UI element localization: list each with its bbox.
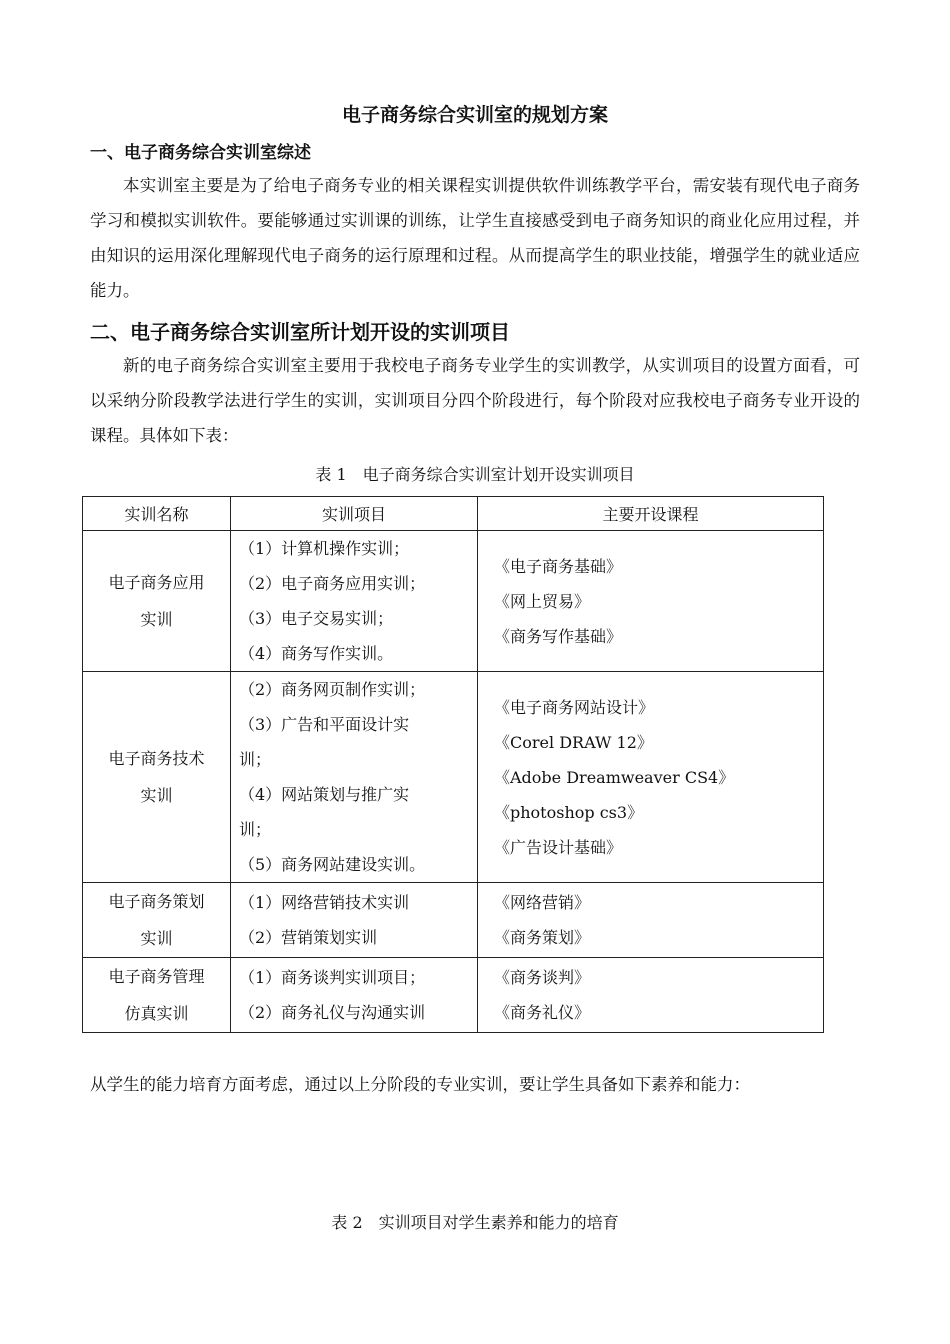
training-name-cell xyxy=(83,531,231,672)
training-item: （1）网络营销技术实训 xyxy=(239,893,410,912)
course-item: 《商务写作基础》 xyxy=(494,626,623,646)
table1-caption: 表 1 电子商务综合实训室计划开设实训项目 xyxy=(315,465,635,484)
training-name-line: 电子商务技术 xyxy=(108,749,205,768)
training-items-cell xyxy=(231,958,478,1033)
training-item: （4）商务写作实训。 xyxy=(239,644,394,663)
header-name: 实训名称 xyxy=(83,497,231,531)
training-name-line: 电子商务策划 xyxy=(108,892,205,911)
training-item: （1）计算机操作实训； xyxy=(239,539,410,558)
training-items-cell xyxy=(231,883,478,958)
training-items-cell xyxy=(231,531,478,672)
training-name-line: 实训 xyxy=(140,929,173,948)
training-item: （2）商务网页制作实训； xyxy=(239,680,426,699)
training-name-line: 实训 xyxy=(140,610,173,629)
courses-cell xyxy=(478,672,824,883)
training-name-cell xyxy=(83,672,231,883)
course-item: 《广告设计基础》 xyxy=(494,837,623,857)
training-name-cell xyxy=(83,958,231,1033)
training-item: （2）商务礼仪与沟通实训 xyxy=(239,1003,426,1022)
course-item: 《电子商务网站设计》 xyxy=(494,697,655,717)
training-item: （3）电子交易实训； xyxy=(239,609,394,628)
courses-cell xyxy=(478,883,824,958)
section1-heading: 一、电子商务综合实训室综述 xyxy=(90,143,311,163)
header-items: 实训项目 xyxy=(231,497,478,531)
table-row xyxy=(83,672,824,883)
training-item: （2）电子商务应用实训； xyxy=(239,574,426,593)
training-item: （4）网站策划与推广实 xyxy=(239,785,410,804)
training-name-line: 电子商务应用 xyxy=(108,573,205,592)
course-item: 《电子商务基础》 xyxy=(494,556,623,576)
training-item: （3）广告和平面设计实 xyxy=(239,715,410,734)
course-item: 《Corel DRAW 12》 xyxy=(494,732,653,752)
training-item: （5）商务网站建设实训。 xyxy=(239,855,426,874)
training-item: 训； xyxy=(239,750,272,769)
courses-cell xyxy=(478,958,824,1033)
course-item: 《商务礼仪》 xyxy=(494,1003,591,1022)
section2-heading: 二、电子商务综合实训室所计划开设的实训项目 xyxy=(90,320,510,344)
course-item: 《商务策划》 xyxy=(494,928,591,947)
course-item: 《网上贸易》 xyxy=(494,591,591,611)
section2-paragraph: 新的电子商务综合实训室主要用于我校电子商务专业学生的实训教学，从实训项目的设置方面看，可以采纳分阶段教学法进行学生的实训，实训项目分四个阶段进行，每个阶段对应我校电子商务专业开设的课程。具体如下表： xyxy=(90,356,860,445)
course-item: 《网络营销》 xyxy=(494,893,591,912)
courses-cell xyxy=(478,531,824,672)
course-item: 《商务谈判》 xyxy=(494,968,591,987)
table-header-row xyxy=(83,497,824,531)
training-projects-table xyxy=(82,496,824,1033)
header-courses: 主要开设课程 xyxy=(478,497,824,531)
after-table-paragraph: 从学生的能力培育方面考虑，通过以上分阶段的专业实训，要让学生具备如下素养和能力： xyxy=(90,1075,750,1094)
training-item: （2）营销策划实训 xyxy=(239,928,378,947)
training-name-cell xyxy=(83,883,231,958)
training-items-cell xyxy=(231,672,478,883)
document-title: 电子商务综合实训室的规划方案 xyxy=(341,104,608,126)
table2-caption: 表 2 实训项目对学生素养和能力的培育 xyxy=(331,1213,619,1232)
table-row xyxy=(83,958,824,1033)
course-item: 《Adobe Dreamweaver CS4》 xyxy=(494,767,735,787)
training-name-line: 仿真实训 xyxy=(124,1004,189,1023)
training-item: 训； xyxy=(239,820,272,839)
course-item: 《photoshop cs3》 xyxy=(494,802,644,822)
training-name-line: 实训 xyxy=(140,786,173,805)
training-item: （1）商务谈判实训项目； xyxy=(239,968,426,987)
table-row xyxy=(83,531,824,672)
section1-paragraph: 本实训室主要是为了给电子商务专业的相关课程实训提供软件训练教学平台，需安装有现代电子商务学习和模拟实训软件。要能够通过实训课的训练，让学生直接感受到电子商务知识的商业化应用过程，并由知识的运用深化理解现代电子商务的运行原理和过程。从而提高学生的职业技能，增强学生的就业适应能力。 xyxy=(90,176,860,300)
table-row xyxy=(83,883,824,958)
training-name-line: 电子商务管理 xyxy=(108,967,205,986)
